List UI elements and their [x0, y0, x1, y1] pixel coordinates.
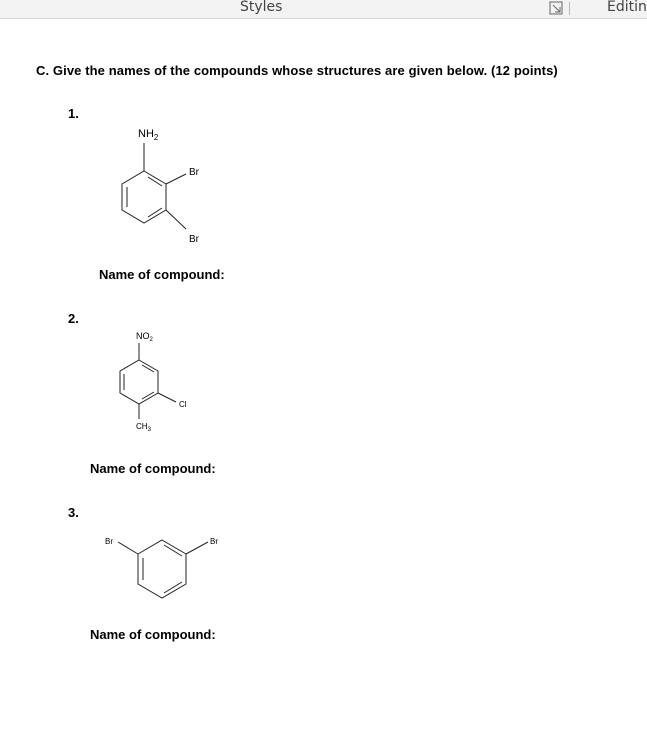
substituent-br-top: Br: [189, 167, 199, 178]
section-heading: C. Give the names of the compounds whose structures are given below. (12 points): [36, 63, 558, 78]
substituent-cl: Cl: [179, 400, 187, 409]
question-number-1: 1.: [68, 106, 79, 121]
substituent-nh2: $NH_2$: [138, 128, 159, 142]
styles-group-label: Styles: [240, 0, 283, 15]
substituent-no2: $NO_2$: [136, 331, 153, 343]
name-of-compound-label-2: Name of compound:: [90, 461, 216, 476]
question-number-3: 3.: [68, 505, 79, 520]
substituent-br-bottom: Br: [189, 234, 199, 245]
substituent-ch3: $CH_3$: [136, 422, 151, 433]
document-page[interactable]: [0, 19, 647, 742]
question-number-2: 2.: [68, 311, 79, 326]
structure-3-dibromobenzene: [100, 529, 230, 609]
name-of-compound-label-3: Name of compound:: [90, 627, 216, 642]
structure-1-dibromoaniline: [108, 119, 228, 249]
substituent-br-right: Br: [210, 537, 218, 546]
dialog-launcher-icon[interactable]: [549, 1, 563, 15]
ribbon-separator: [569, 2, 570, 15]
name-of-compound-label-1: Name of compound:: [99, 267, 225, 282]
substituent-br-left: Br: [105, 537, 113, 546]
structure-2-chloronitrotoluene: [110, 327, 210, 437]
ribbon-bar: [0, 0, 647, 19]
editing-group-label[interactable]: Editin: [607, 0, 647, 15]
